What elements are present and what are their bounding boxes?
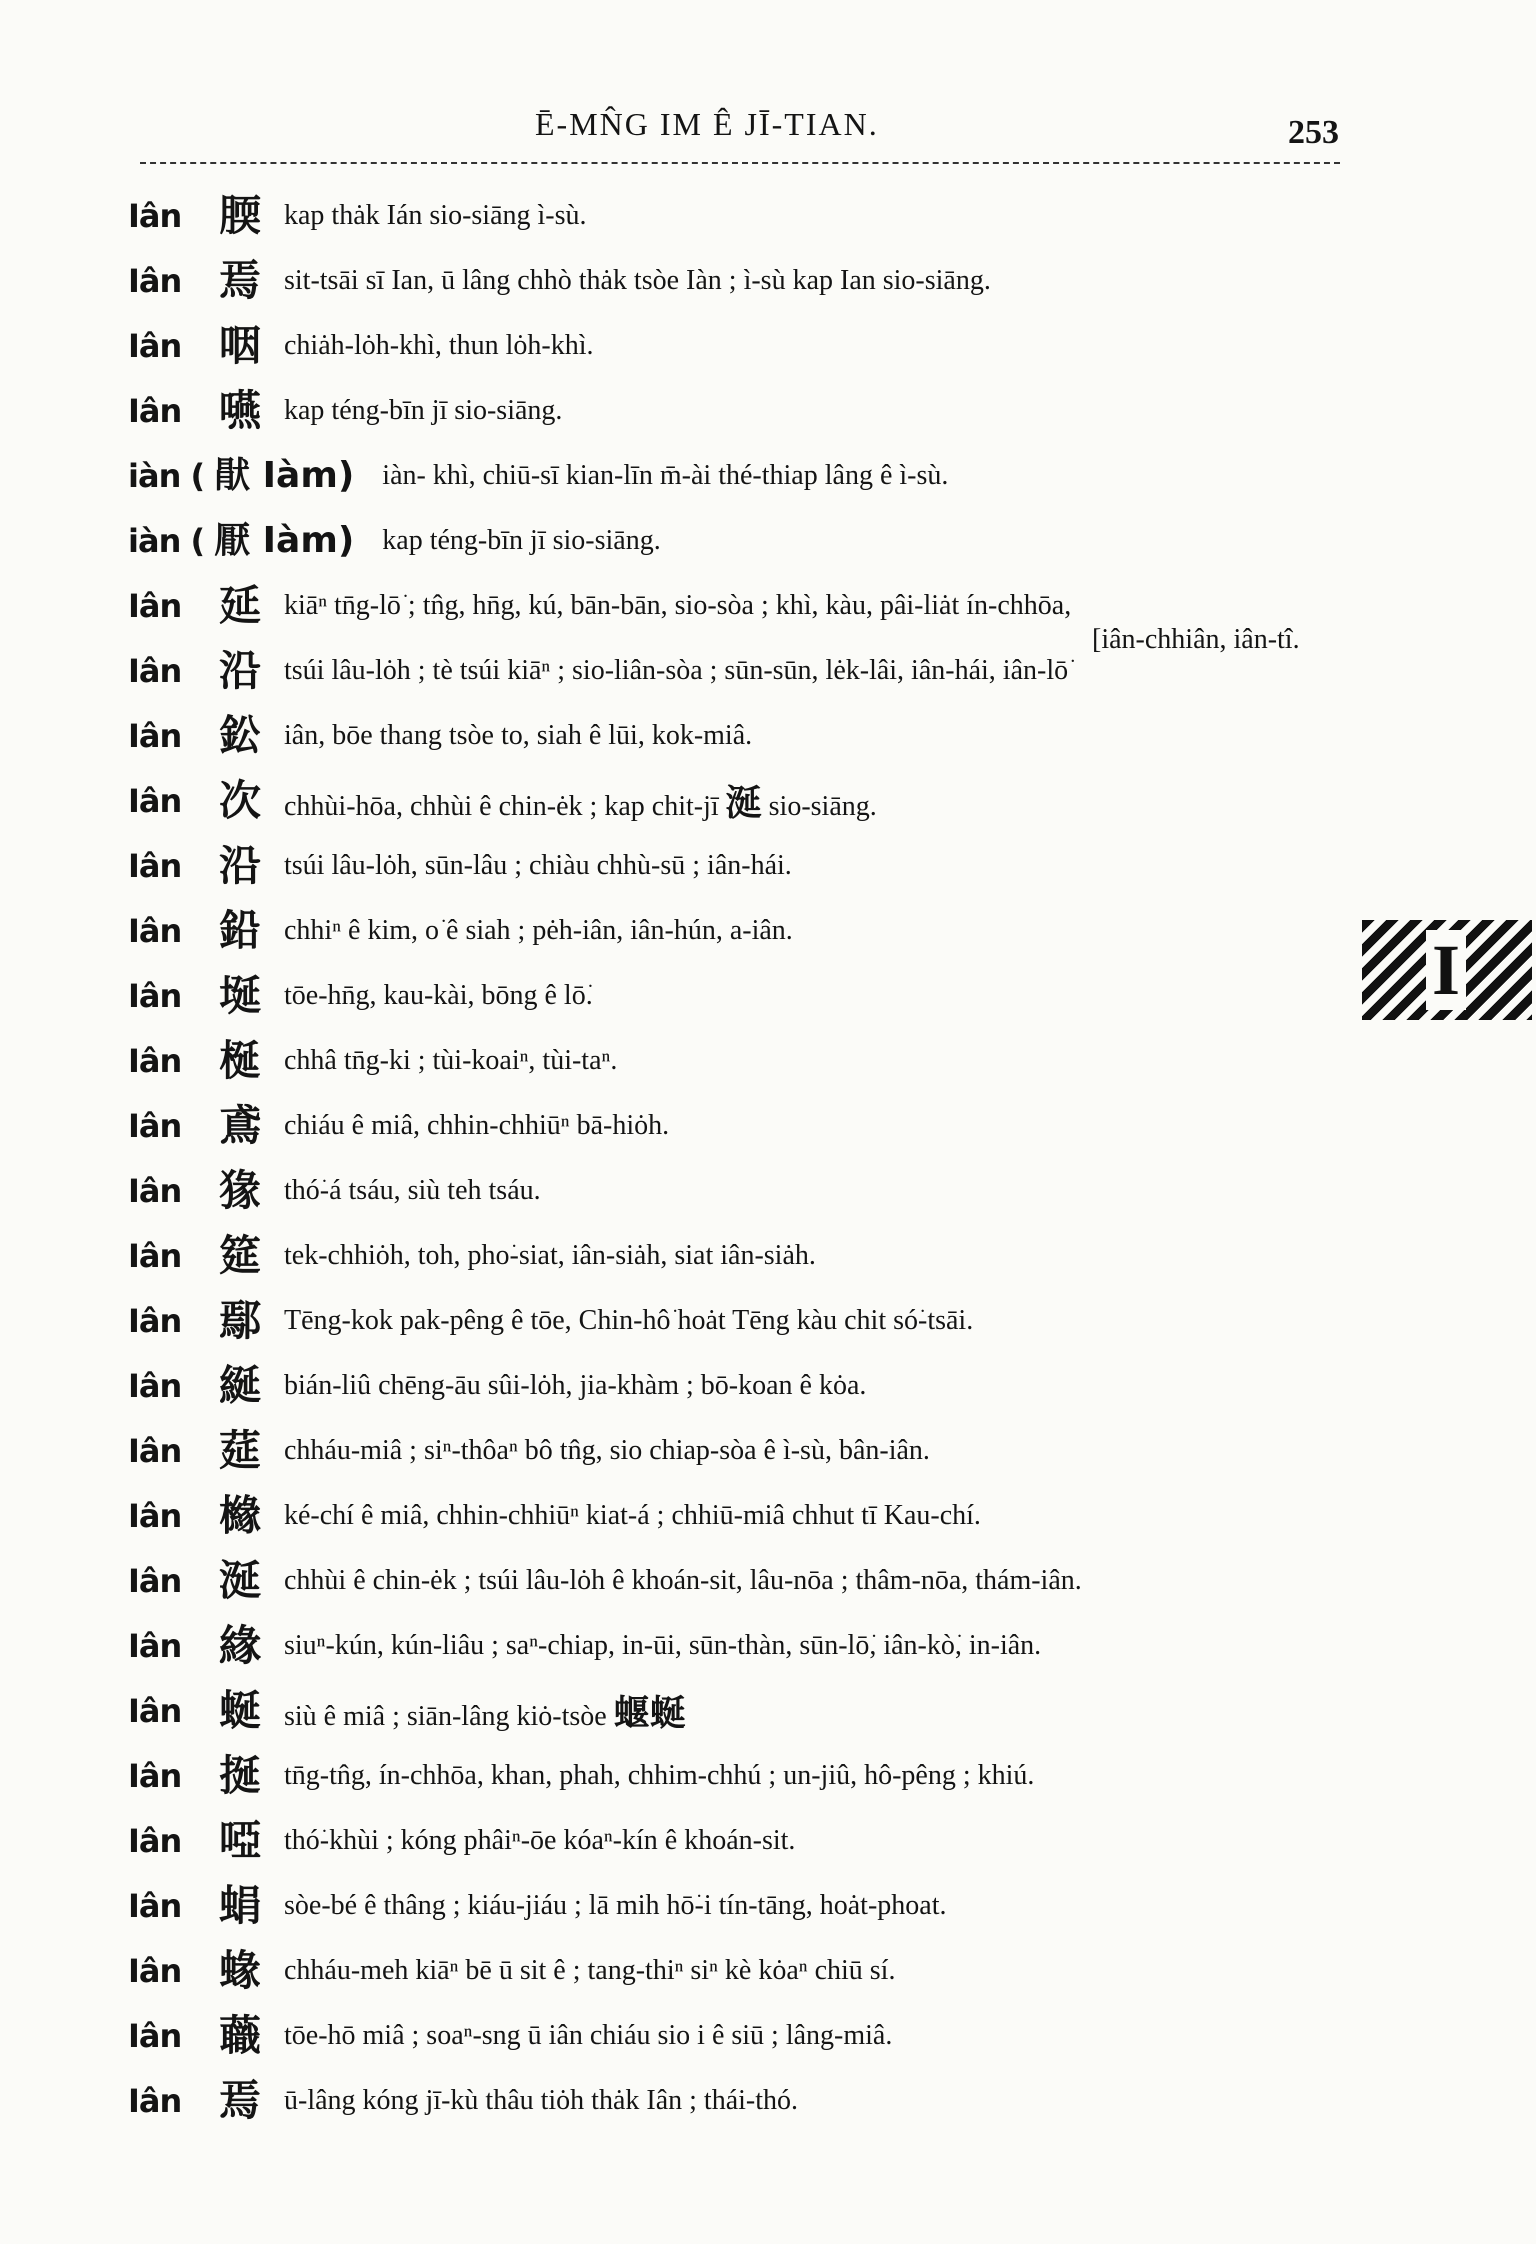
entry-character: 鄢 xyxy=(218,1295,261,1345)
dictionary-entry xyxy=(128,1288,1388,1353)
dictionary-entry xyxy=(128,963,1388,1028)
entry-romanization: Iân xyxy=(128,1171,182,1210)
entry-romanization: iàn ( xyxy=(128,521,205,560)
entry-character: 厭 Iàm) xyxy=(214,519,355,561)
entry-romanization: Iân xyxy=(128,1561,182,1600)
dictionary-entry xyxy=(128,1223,1388,1288)
dictionary-entry xyxy=(128,1483,1388,1548)
dictionary-entry xyxy=(128,2068,1388,2133)
dictionary-entry xyxy=(128,1353,1388,1418)
dictionary-entry xyxy=(128,1678,1388,1743)
dictionary-entry xyxy=(128,183,1388,248)
entry-definition: chiȧh-lȯh-khì, thun lȯh-khì. xyxy=(284,329,594,361)
entry-character: 蝝 xyxy=(218,1945,261,1995)
entry-romanization: Iân xyxy=(128,1236,182,1275)
entry-character: 挻 xyxy=(218,1750,261,1800)
dictionary-entry xyxy=(128,378,1388,443)
entry-character: 焉 xyxy=(218,2075,261,2125)
entry-character: 涎 xyxy=(218,1555,261,1605)
entry-romanization: Iân xyxy=(128,1626,182,1665)
dictionary-entry xyxy=(128,768,1388,833)
dictionary-entry xyxy=(128,313,1388,378)
entry-definition: kiāⁿ tn̄g-lō͘ ; tn̂g, hn̄g, kú, bān-bān, sio-sòa ; khì, kàu, pâi-liȧt ín-chhōa, xyxy=(284,589,1072,621)
entry-romanization: Iân xyxy=(128,651,182,690)
entry-definition: chiáu ê miâ, chhin-chhiūⁿ bā-hiȯh. xyxy=(284,1109,670,1141)
entry-definition: bián-liû chēng-āu sûi-lȯh, jia-khàm ; bō-koan ê kȯa. xyxy=(284,1369,867,1401)
entry-romanization: Iân xyxy=(128,2016,182,2055)
dictionary-entry xyxy=(128,248,1388,313)
entry-definition: Tēng-kok pak-pêng ê tōe, Chin-hô͘ hoȧt Tēng kàu chit só͘-tsāi. xyxy=(284,1304,974,1336)
entry-definition: kap thȧk Ián sio-siāng ì-sù. xyxy=(284,199,587,231)
entry-character: 蜎 xyxy=(218,1880,261,1930)
dictionary-entry xyxy=(128,1028,1388,1093)
entry-character: 猭 xyxy=(218,1165,261,1215)
entry-romanization: iàn ( xyxy=(128,456,205,495)
entry-definition: sòe-bé ê thâng ; kiáu-jiáu ; lā mih hō͘-i tín-tāng, hoȧt-phoat. xyxy=(284,1889,947,1921)
entry-romanization: Iân xyxy=(128,1366,182,1405)
header-rule xyxy=(140,162,1340,164)
entry-romanization: Iân xyxy=(128,1886,182,1925)
entry-definition: sit-tsāi sī Ian, ū lâng chhò thȧk tsòe Iàn ; ì-sù kap Ian sio-siāng. xyxy=(284,264,991,296)
entry-character: 埏 xyxy=(218,970,261,1020)
entry-definition: chhâ tn̄g-ki ; tùi-koaiⁿ, tùi-taⁿ. xyxy=(284,1044,618,1076)
inline-character: 涎 xyxy=(725,783,762,824)
entry-romanization: Iân xyxy=(128,1496,182,1535)
section-letter: I xyxy=(1426,930,1466,1010)
entry-definition xyxy=(284,775,877,826)
entry-romanization: Iân xyxy=(128,261,182,300)
entry-definition: tōe-hō miâ ; soaⁿ-sng ū iân chiáu sio i ê siū ; lâng-miâ. xyxy=(284,2019,893,2051)
entry-definition: chhiⁿ ê kim, o͘ ê siah ; pėh-iân, iân-hún, a-iân. xyxy=(284,914,793,946)
dictionary-entry xyxy=(128,1418,1388,1483)
entry-romanization: Iân xyxy=(128,716,182,755)
entry-character: 猒 Iàm) xyxy=(214,454,355,496)
inline-character: 蝘蜒 xyxy=(613,1693,686,1734)
definition-text: chhùi-hōa, chhùi ê chin-ėk ; kap chit-jī xyxy=(284,791,726,822)
entry-character: 焉 xyxy=(218,255,261,305)
entry-romanization: Iân xyxy=(128,326,182,365)
page-number: 253 xyxy=(1288,114,1339,151)
dictionary-entry xyxy=(128,2003,1388,2068)
dictionary-entry xyxy=(128,1938,1388,2003)
entry-definition: tn̄g-tn̂g, ín-chhōa, khan, phah, chhim-chhú ; un-jiû, hô-pêng ; khiú. xyxy=(284,1759,1035,1791)
entry-definition: thó͘-á tsáu, siù teh tsáu. xyxy=(284,1174,541,1206)
entry-character: 鈆 xyxy=(218,710,261,760)
entry-character: 沿 xyxy=(218,645,261,695)
dictionary-entry xyxy=(128,1093,1388,1158)
entry-definition xyxy=(284,1685,686,1736)
entry-character: 鳶 xyxy=(218,1100,261,1150)
dictionary-entry xyxy=(128,443,1388,508)
entry-definition: chháu-miâ ; siⁿ-thôaⁿ bô tn̂g, sio chiap-sòa ê ì-sù, bân-iân. xyxy=(284,1434,930,1466)
entry-character: 延 xyxy=(218,580,261,630)
dictionary-entry xyxy=(128,898,1388,963)
entry-romanization: Iân xyxy=(128,1691,182,1730)
dictionary-entry xyxy=(128,703,1388,768)
entry-character: 沿 xyxy=(218,840,261,890)
entry-romanization: Iân xyxy=(128,196,182,235)
entry-definition: tsúi lâu-lȯh ; tè tsúi kiāⁿ ; sio-liân-sòa ; sūn-sūn, lėk-lâi, iân-hái, iân-lō͘ xyxy=(284,654,1069,686)
entry-definition: tsúi lâu-lȯh, sūn-lâu ; chiàu chhù-sū ; iân-hái. xyxy=(284,849,792,881)
dictionary-entry xyxy=(128,508,1388,573)
entry-romanization: Iân xyxy=(128,2081,182,2120)
entry-character: 次 xyxy=(218,775,261,825)
entry-romanization: Iân xyxy=(128,1301,182,1340)
entry-romanization: Iân xyxy=(128,586,182,625)
entry-character: 櫞 xyxy=(218,1490,261,1540)
entry-romanization: Iân xyxy=(128,391,182,430)
entry-romanization: Iân xyxy=(128,1756,182,1795)
entry-character: 綖 xyxy=(218,1360,261,1410)
entry-definition: ū-lâng kóng jī-kù thâu tiȯh thȧk Iân ; thái-thó. xyxy=(284,2084,799,2116)
entry-romanization: Iân xyxy=(128,1951,182,1990)
dictionary-entry xyxy=(128,1548,1388,1613)
entry-character: 蜒 xyxy=(218,1685,261,1735)
dictionary-entries xyxy=(128,183,1388,2133)
entry-character: 緣 xyxy=(218,1620,261,1670)
entry-definition: chháu-meh kiāⁿ bē ū sit ê ; tang-thiⁿ siⁿ kè kȯaⁿ chiū sí. xyxy=(284,1954,896,1986)
definition-text: sio-siāng. xyxy=(761,791,877,822)
page-header xyxy=(140,100,1340,160)
entry-definition: kap téng-bīn jī sio-siāng. xyxy=(284,394,563,426)
entry-definition: kap téng-bīn jī sio-siāng. xyxy=(382,524,661,556)
entry-definition: tek-chhiȯh, toh, pho͘-siat, iân-siȧh, siat iân-siȧh. xyxy=(284,1239,816,1271)
entry-definition: iân, bōe thang tsòe to, siah ê lūi, kok-miâ. xyxy=(284,719,753,751)
entry-definition: chhùi ê chin-ėk ; tsúi lâu-lȯh ê khoán-sit, lâu-nōa ; thâm-nōa, thám-iân. xyxy=(284,1564,1082,1596)
continuation-line: [iân-chhiân, iân-tî. xyxy=(1092,624,1300,655)
entry-romanization: Iân xyxy=(128,1431,182,1470)
section-thumb-tab xyxy=(1362,920,1532,1020)
entry-character: 蘵 xyxy=(218,2010,261,2060)
entry-character: 腝 xyxy=(218,190,261,240)
entry-character: 莚 xyxy=(218,1425,261,1475)
dictionary-entry xyxy=(128,1743,1388,1808)
entry-character: 梴 xyxy=(218,1035,261,1085)
entry-romanization: Iân xyxy=(128,976,182,1015)
definition-text: siù ê miâ ; siān-lâng kiȯ-tsòe xyxy=(284,1701,614,1732)
entry-definition: tōe-hn̄g, kau-kài, bōng ê lō͘. xyxy=(284,979,593,1011)
entry-character: 嚥 xyxy=(218,385,261,435)
entry-romanization: Iân xyxy=(128,911,182,950)
entry-romanization: Iân xyxy=(128,781,182,820)
dictionary-entry xyxy=(128,1613,1388,1678)
entry-character: 鉛 xyxy=(218,905,261,955)
entry-romanization: Iân xyxy=(128,1821,182,1860)
entry-definition: ké-chí ê miâ, chhin-chhiūⁿ kiat-á ; chhiū-miâ chhut tī Kau-chí. xyxy=(284,1499,981,1531)
dictionary-entry xyxy=(128,1873,1388,1938)
entry-definition: iàn- khì, chiū-sī kian-līn m̄-ài thé-thiap lâng ê ì-sù. xyxy=(382,459,949,491)
entry-romanization: Iân xyxy=(128,1041,182,1080)
dictionary-entry xyxy=(128,1808,1388,1873)
entry-romanization: Iân xyxy=(128,1106,182,1145)
entry-definition: thó͘-khùi ; kóng phâiⁿ-ōe kóaⁿ-kín ê khoán-sit. xyxy=(284,1824,796,1856)
dictionary-entry xyxy=(128,833,1388,898)
entry-character: 筵 xyxy=(218,1230,261,1280)
entry-definition: siuⁿ-kún, kún-liâu ; saⁿ-chiap, in-ūi, sūn-thàn, sūn-lō͘, iân-kò͘, in-iân. xyxy=(284,1629,1042,1661)
entry-romanization: Iân xyxy=(128,846,182,885)
running-title: Ē-MN̂G IM Ê JĪ-TIAN. xyxy=(535,106,879,142)
dictionary-entry xyxy=(128,1158,1388,1223)
entry-character: 啞 xyxy=(218,1815,261,1865)
entry-character: 咽 xyxy=(218,320,261,370)
